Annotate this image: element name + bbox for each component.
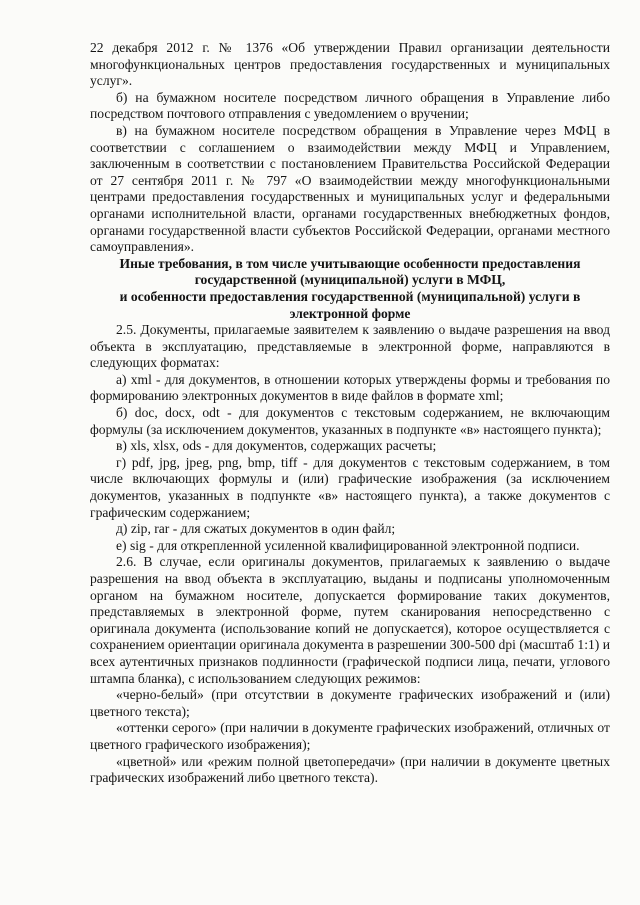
paragraph-format-xml: а) xml - для документов, в отношении которых утверждены формы и требования по формированию электронных документов в виде файлов в формате xml; xyxy=(90,371,610,404)
paragraph-2-5: 2.5. Документы, прилагаемые заявителем к заявлению о выдаче разрешения на ввод объекта в эксплуатацию, представляемые в электронной форме, направляются в следующих форматах: xyxy=(90,322,610,371)
paragraph-mode-color: «цветной» или «режим полной цветопередачи» (при наличии в документе цветных графических изображений либо цветного текста). xyxy=(90,753,610,786)
section-heading-line1: Иные требования, в том числе учитывающие особенности предоставления государственной (муниципальной) услуги в МФЦ, xyxy=(119,255,581,288)
section-heading-line2: и особенности предоставления государственной (муниципальной) услуги в электронной форме xyxy=(119,288,581,321)
paragraph-mode-gray: «оттенки серого» (при наличии в документе графических изображений, отличных от цветного графического изображения); xyxy=(90,720,610,752)
paragraph-continuation: 22 декабря 2012 г. № 1376 «Об утверждении Правил организации деятельности многофункциональных центров предоставления государственных и муниципальных услуг». xyxy=(90,40,610,89)
paragraph-mode-bw: «черно-белый» (при отсутствии в документе графических изображений и (или) цветного текста); xyxy=(90,687,610,719)
paragraph-format-zip: д) zip, rar - для сжатых документов в один файл; xyxy=(116,521,396,537)
paragraph-b: б) на бумажном носителе посредством личного обращения в Управление либо посредством почтового отправления с уведомлением о вручении; xyxy=(90,89,610,122)
paragraph-format-pdf: г) pdf, jpg, jpeg, png, bmp, tiff - для документов с текстовым содержанием, в том числе включающих формулы и (или) графические изображения (за исключением документов, указанных в подпункте «в» настоящего пункта), а также документов с графическим содержанием; xyxy=(90,454,610,520)
paragraph-format-xls: в) xls, xlsx, ods - для документов, содержащих расчеты; xyxy=(116,438,437,454)
paragraph-2-6: 2.6. В случае, если оригиналы документов, прилагаемых к заявлению о выдаче разрешения на ввод объекта в эксплуатацию, выданы и подписаны уполномоченным органом на бумажном носителе, допускается формирование таких документов, представляемых в электронной форме, путем сканирования непосредственно с оригинала документа (использование копий не допускается), которое осуществляется с сохранением ориентации оригинала документа в разрешении 300-500 dpi (масштаб 1:1) и всех аутентичных признаков подлинности (графической подписи лица, печати, углового штампа бланка), с использованием следующих режимов: xyxy=(90,554,610,686)
paragraph-v: в) на бумажном носителе посредством обращения в Управление через МФЦ в соответствии с соглашением о взаимодействии между МФЦ и Управлением, заключенным в соответствии с постановлением Правительства Российской Федерации от 27 сентября 2011 г. № 797 «О взаимодействии между многофункциональными центрами предоставления государственных и муниципальных услуг и федеральными органами исполнительной власти, органами государственных внебюджетных фондов, органами государственной власти субъектов Российской Федерации, органами местного самоуправления». xyxy=(90,122,610,255)
paragraph-format-doc: б) doc, docx, odt - для документов с текстовым содержанием, не включающим формулы (за исключением документов, указанных в подпункте «в» настоящего пункта); xyxy=(90,405,610,437)
paragraph-format-sig: е) sig - для открепленной усиленной квалифицированной электронной подписи. xyxy=(116,537,580,553)
